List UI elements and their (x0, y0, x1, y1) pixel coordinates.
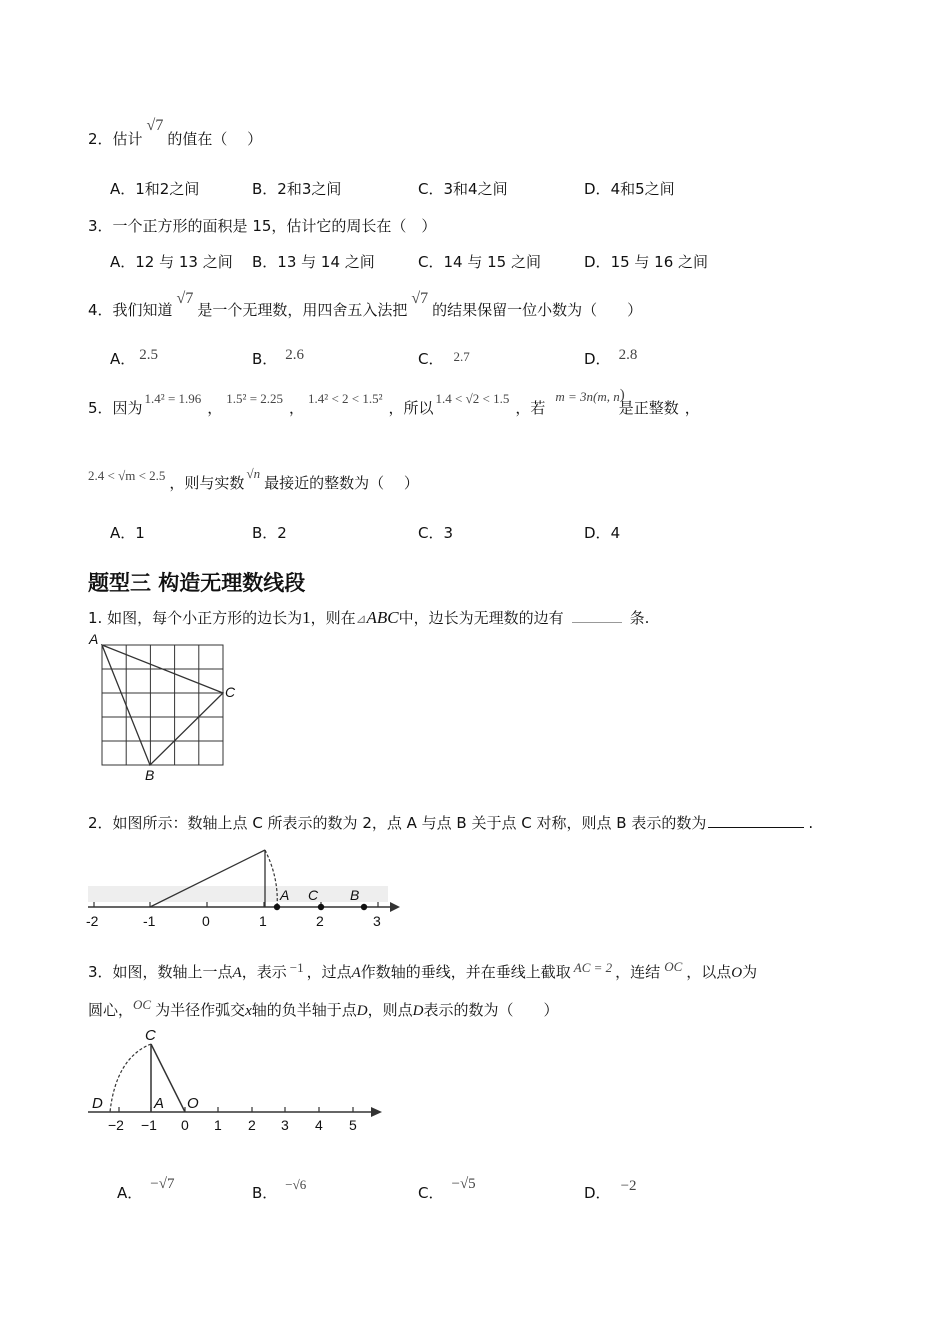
q2-stem (88, 117, 263, 149)
label-c: C (225, 684, 236, 700)
q5-option-b: B．2 (252, 524, 287, 542)
p2-point-a (274, 904, 280, 910)
svg-text:A: A (154, 1095, 165, 1112)
q5-math4: 1.4 < √2 < 1.5 (435, 391, 510, 406)
q5-stem-line2: 2.4 < √m < 2.5 ，则与实数√n最接近的整数为（ ） (88, 466, 419, 492)
p2-tick-m2: -2 (86, 913, 99, 929)
p3-tick-m1: −1 (141, 1117, 157, 1133)
q5-option-c: C．3 (418, 524, 454, 542)
p3-stem-line1: 3．如图，数轴上一点A，表示 −1 ，过点A作数轴的垂线，并在垂线上截取 AC = 2 ，连结 OC ，以点O为 (88, 959, 758, 981)
section-title: 题型三 构造无理数线段 (88, 571, 306, 595)
q5-stem-line1: 5．因为1.4² = 1.96，1.5² = 2.25，1.4² < 2 < 1.5²，所以1.4 < √2 < 1.5，若m = 3n(m, n)是正整数 ， (88, 387, 700, 417)
q2-option-c: C．3和4之间 (418, 180, 508, 198)
svg-text:O: O (187, 1095, 199, 1112)
q4-stem: 4．我们知道√7是一个无理数，用四舍五入法把√7的结果保留一位小数为（ ） (88, 290, 643, 319)
q5-option-a: A．1 (110, 524, 145, 542)
p2-point-c (318, 904, 324, 910)
q2-sqrt7: √7 (146, 117, 164, 134)
q3-option-a: A．12 与 13 之间 (110, 253, 233, 271)
p3-option-b: B． −√6 (252, 1177, 307, 1202)
q5-line2-sqrtn: √n (246, 466, 261, 481)
q5-math1: 1.4² = 1.96 (144, 391, 202, 406)
p1-grid (102, 645, 223, 765)
label-a: A (89, 631, 99, 647)
q5-math3: 1.4² < 2 < 1.5² (308, 391, 383, 406)
p3-tick-4: 4 (315, 1117, 323, 1133)
svg-text:C: C (308, 887, 319, 903)
q2-option-d: D．4和5之间 (584, 180, 675, 198)
p3-tick-1: 1 (214, 1117, 222, 1133)
svg-text:B: B (350, 887, 360, 903)
p1-stem: 1. 如图，每个小正方形的边长为1，则在⊿ABC中，边长为无理数的边有 条. (88, 608, 650, 627)
q2-stem-prefix: 2．估计 (88, 130, 143, 148)
svg-text:A: A (280, 887, 290, 903)
q5-math5: m = 3n(m, n (555, 389, 620, 404)
p3-tick-3: 3 (281, 1117, 289, 1133)
q3-option-b: B．13 与 14 之间 (252, 253, 375, 271)
svg-text:C: C (145, 1027, 156, 1044)
q4-sqrt7-a: √7 (176, 290, 194, 307)
p3-arc (110, 1044, 151, 1112)
p3-number-line-figure (84, 1026, 394, 1136)
q3-option-c: C．14 与 15 之间 (418, 253, 541, 271)
p1-answer-blank[interactable] (572, 622, 622, 623)
q2-option-b: B．2和3之间 (252, 180, 342, 198)
p3-tick-2: 2 (248, 1117, 256, 1133)
q4-option-c: C． 2.7 (418, 349, 470, 368)
q3-option-d: D．15 与 16 之间 (584, 253, 709, 271)
p2-answer-blank[interactable] (708, 827, 804, 828)
p2-tick-3: 3 (373, 913, 381, 929)
p3-tick-m2: −2 (108, 1117, 124, 1133)
q5-option-d: D．4 (584, 524, 621, 542)
q2-option-a: A．1和2之间 (110, 180, 200, 198)
q2-stem-suffix: 的值在（ ） (167, 130, 263, 148)
p2-axis-arrow (390, 902, 400, 912)
p3-axis-arrow (371, 1107, 382, 1117)
p2-number-line-figure (80, 840, 410, 930)
triangle-abc (102, 645, 223, 765)
q4-option-a: A． 2.5 (110, 347, 159, 368)
p2-point-b (361, 904, 367, 910)
p3-tick-5: 5 (349, 1117, 357, 1133)
p2-stem: 2．如图所示：数轴上点 C 所表示的数为 2，点 A 与点 B 关于点 C 对称，则点 B 表示的数为 . (88, 814, 814, 832)
p1-grid-figure (86, 630, 246, 782)
p3-option-a: A． −√7 (117, 1176, 175, 1202)
q4-sqrt7-b: √7 (411, 290, 429, 307)
p3-stem-line2: 圆心，OC 为半径作弧交x轴的负半轴于点D，则点D表示的数为（ ） (88, 997, 559, 1019)
p3-option-c: C． −√5 (418, 1176, 476, 1202)
p2-tick-0: 0 (202, 913, 210, 929)
q3-stem: 3．一个正方形的面积是 15，估计它的周长在（ ） (88, 217, 437, 235)
p2-tick-2: 2 (316, 913, 324, 929)
p2-tick-1: 1 (259, 913, 267, 929)
p3-tick-0: 0 (181, 1117, 189, 1133)
q4-option-b: B． 2.6 (252, 347, 305, 368)
svg-text:D: D (92, 1095, 103, 1112)
q5-math2: 1.5² = 2.25 (226, 391, 284, 406)
label-b: B (145, 767, 155, 782)
p2-tick-m1: -1 (143, 913, 156, 929)
q5-line2-math: 2.4 < √m < 2.5 (88, 468, 166, 483)
q4-option-d: D． 2.8 (584, 347, 638, 368)
p3-option-d: D． −2 (584, 1178, 637, 1202)
